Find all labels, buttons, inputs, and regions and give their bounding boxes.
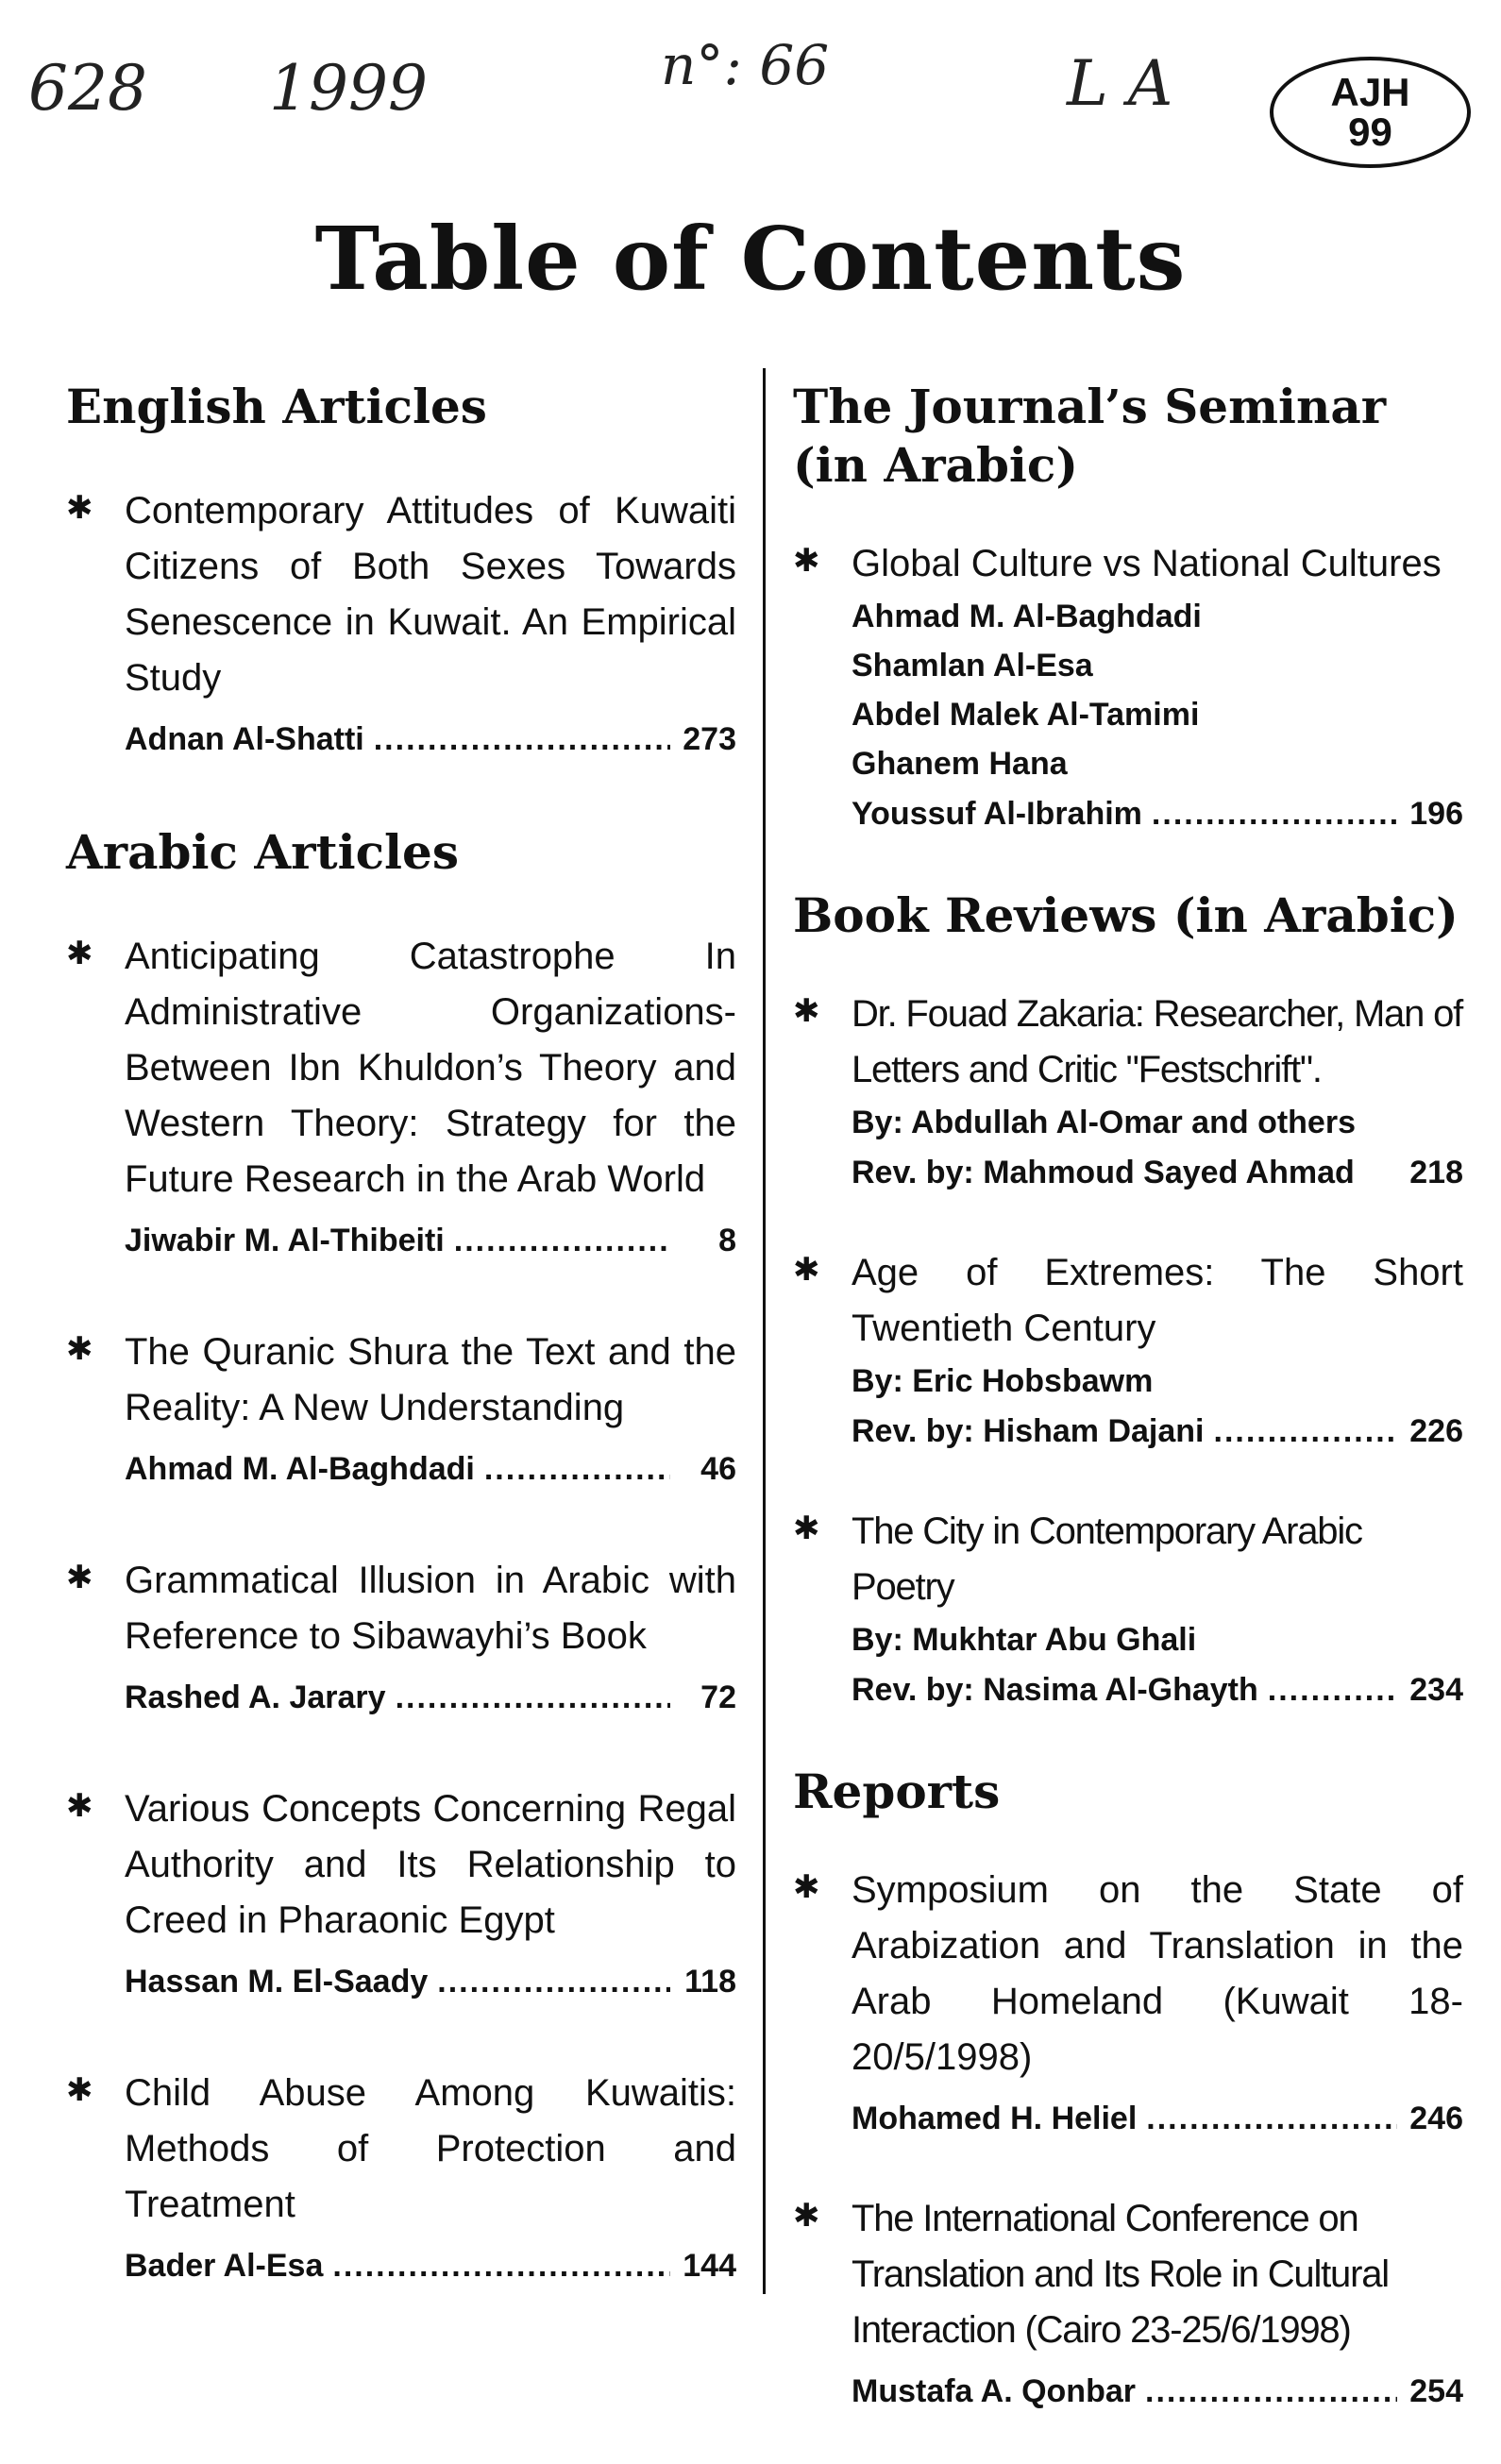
entry-title: Child Abuse Among Kuwaitis: Methods of Protection and Treatment (125, 2072, 736, 2225)
entry-title: Anticipating Catastrophe In Administrative Organizations-Between Ibn Khuldon’s Theory and Western Theory: Strategy for the Future Research in the Arab World (125, 936, 736, 1200)
entry-author: Youssuf Al-Ibrahim (852, 796, 1142, 832)
review-book-author: By: Mukhtar Abu Ghali (852, 1622, 1197, 1658)
author-line (852, 2366, 1463, 2417)
review-book-author: By: Eric Hobsbawm (852, 1363, 1154, 1399)
handwritten-note-code: L A (1067, 47, 1173, 120)
entry-author: Mustafa A. Qonbar (852, 2373, 1136, 2409)
bullet-icon: ✱ (66, 1788, 93, 1824)
dot-leader (484, 1443, 670, 1494)
page-title: Table of Contents (314, 208, 1187, 310)
toc-entry[interactable] (66, 929, 736, 1266)
reports-heading: Reports (793, 1764, 1001, 1819)
page-number: 246 (1409, 2101, 1463, 2136)
handwritten-note-issue: n°: 66 (661, 33, 830, 97)
entry-title: Symposium on the State of Arabization and Translation in the Arab Homeland (Kuwait 18-20/5/1998) (852, 1869, 1463, 2078)
bullet-icon: ✱ (66, 490, 93, 526)
dot-leader (1214, 1406, 1398, 1457)
entry-title: The City in Contemporary Arabic Poetry (852, 1510, 1362, 1608)
dot-leader (1145, 2366, 1397, 2417)
page-number: 196 (1409, 796, 1463, 832)
bullet-icon: ✱ (66, 1560, 93, 1595)
bullet-icon: ✱ (793, 2198, 820, 2234)
author-line (852, 788, 1463, 839)
seminar-author: Shamlan Al-Esa (852, 648, 1093, 684)
author-line (125, 1672, 736, 1723)
author-line (125, 714, 736, 765)
page-number: 218 (1409, 1155, 1463, 1190)
entry-title: Various Concepts Concerning Regal Authority and Its Relationship to Creed in Pharaonic Egypt (125, 1788, 736, 1941)
bullet-icon: ✱ (66, 936, 93, 971)
entry-title: Grammatical Illusion in Arabic with Reference to Sibawayhi’s Book (125, 1560, 736, 1657)
entry-title: Contemporary Attitudes of Kuwaiti Citizens of Both Sexes Towards Senescence in Kuwait. An Empirical Study (125, 490, 736, 699)
dot-leader (454, 1215, 670, 1266)
page-number: 226 (1409, 1413, 1463, 1449)
dot-leader (1152, 788, 1397, 839)
author-line (852, 1664, 1463, 1715)
author-line (125, 2240, 736, 2291)
stamp-line-2: 99 (1348, 110, 1392, 154)
bullet-icon: ✱ (66, 1331, 93, 1367)
bullet-icon: ✱ (793, 1252, 820, 1288)
arabic-articles-heading: Arabic Articles (66, 824, 459, 880)
dot-leader (1268, 1664, 1397, 1715)
bullet-icon: ✱ (793, 993, 820, 1029)
entry-author: Bader Al-Esa (125, 2248, 324, 2284)
author-line (125, 1443, 736, 1494)
toc-entry[interactable] (793, 1245, 1463, 1457)
toc-entry[interactable] (66, 1325, 736, 1494)
column-divider (763, 368, 766, 2294)
page-number: 254 (1409, 2373, 1463, 2409)
book-reviews-heading: Book Reviews (in Arabic) (793, 887, 1459, 943)
bullet-icon: ✱ (793, 1510, 820, 1546)
toc-entry[interactable] (793, 1863, 1463, 2144)
review-book-author: By: Abdullah Al-Omar and others (852, 1105, 1356, 1140)
entry-title: The Quranic Shura the Text and the Reality: A New Understanding (125, 1331, 736, 1428)
reviewer: Rev. by: Mahmoud Sayed Ahmad (852, 1155, 1355, 1190)
seminar-author: Abdel Malek Al-Tamimi (852, 697, 1200, 733)
entry-author: Hassan M. El-Saady (125, 1964, 429, 2000)
left-column (66, 378, 736, 2350)
page-number: 72 (700, 1679, 736, 1715)
toc-entry[interactable] (66, 483, 736, 765)
toc-entry[interactable] (793, 536, 1463, 839)
entry-author: Adnan Al-Shatti (125, 721, 364, 757)
dot-leader (396, 1672, 670, 1723)
handwritten-note-year: 1999 (269, 52, 428, 125)
author-line (125, 1215, 736, 1266)
bullet-icon: ✱ (793, 1869, 820, 1905)
toc-entry[interactable] (793, 987, 1463, 1198)
entry-title: The International Conference on Translation and Its Role in Cultural Interaction (Cairo 23-25/6/1998) (852, 2198, 1389, 2351)
dot-leader (332, 2240, 670, 2291)
right-column (793, 378, 1463, 2464)
entry-author: Rashed A. Jarary (125, 1679, 386, 1715)
journal-seminar-heading: The Journal’s Seminar (in Arabic) (793, 379, 1387, 493)
entry-author: Ahmad M. Al-Baghdadi (125, 1451, 475, 1487)
page-number: 234 (1409, 1672, 1463, 1708)
entry-title: Age of Extremes: The Short Twentieth Century (852, 1252, 1463, 1349)
entry-title: Global Culture vs National Cultures (852, 543, 1442, 584)
stamp-line-1: AJH (1330, 70, 1410, 114)
toc-entry[interactable] (793, 1504, 1463, 1715)
bullet-icon: ✱ (793, 543, 820, 579)
dot-leader (437, 1956, 670, 2007)
dot-leader (374, 714, 670, 765)
page-number: 8 (718, 1223, 736, 1258)
toc-entry[interactable] (793, 2191, 1463, 2417)
reviewer: Rev. by: Nasima Al-Ghayth (852, 1672, 1258, 1708)
dot-leader (1146, 2093, 1397, 2144)
toc-entry[interactable] (66, 2066, 736, 2291)
page-number: 144 (683, 2248, 736, 2284)
toc-entry[interactable] (66, 1553, 736, 1723)
handwritten-note-number: 628 (28, 52, 147, 125)
entry-author: Jiwabir M. Al-Thibeiti (125, 1223, 445, 1258)
author-line (852, 1147, 1463, 1198)
page-number: 46 (700, 1451, 736, 1487)
entry-title: Dr. Fouad Zakaria: Researcher, Man of Letters and Critic "Festschrift". (852, 993, 1463, 1090)
seminar-author: Ghanem Hana (852, 746, 1068, 782)
english-articles-heading: English Articles (66, 379, 487, 434)
author-line (125, 1956, 736, 2007)
page-number: 273 (683, 721, 736, 757)
page-number: 118 (684, 1964, 736, 2000)
seminar-author: Ahmad M. Al-Baghdadi (852, 599, 1202, 634)
bullet-icon: ✱ (66, 2072, 93, 2108)
entry-author: Mohamed H. Heliel (852, 2101, 1138, 2136)
reviewer: Rev. by: Hisham Dajani (852, 1413, 1205, 1449)
author-line (852, 2093, 1463, 2144)
journal-stamp (1270, 57, 1471, 168)
author-line (852, 1406, 1463, 1457)
toc-entry[interactable] (66, 1781, 736, 2007)
